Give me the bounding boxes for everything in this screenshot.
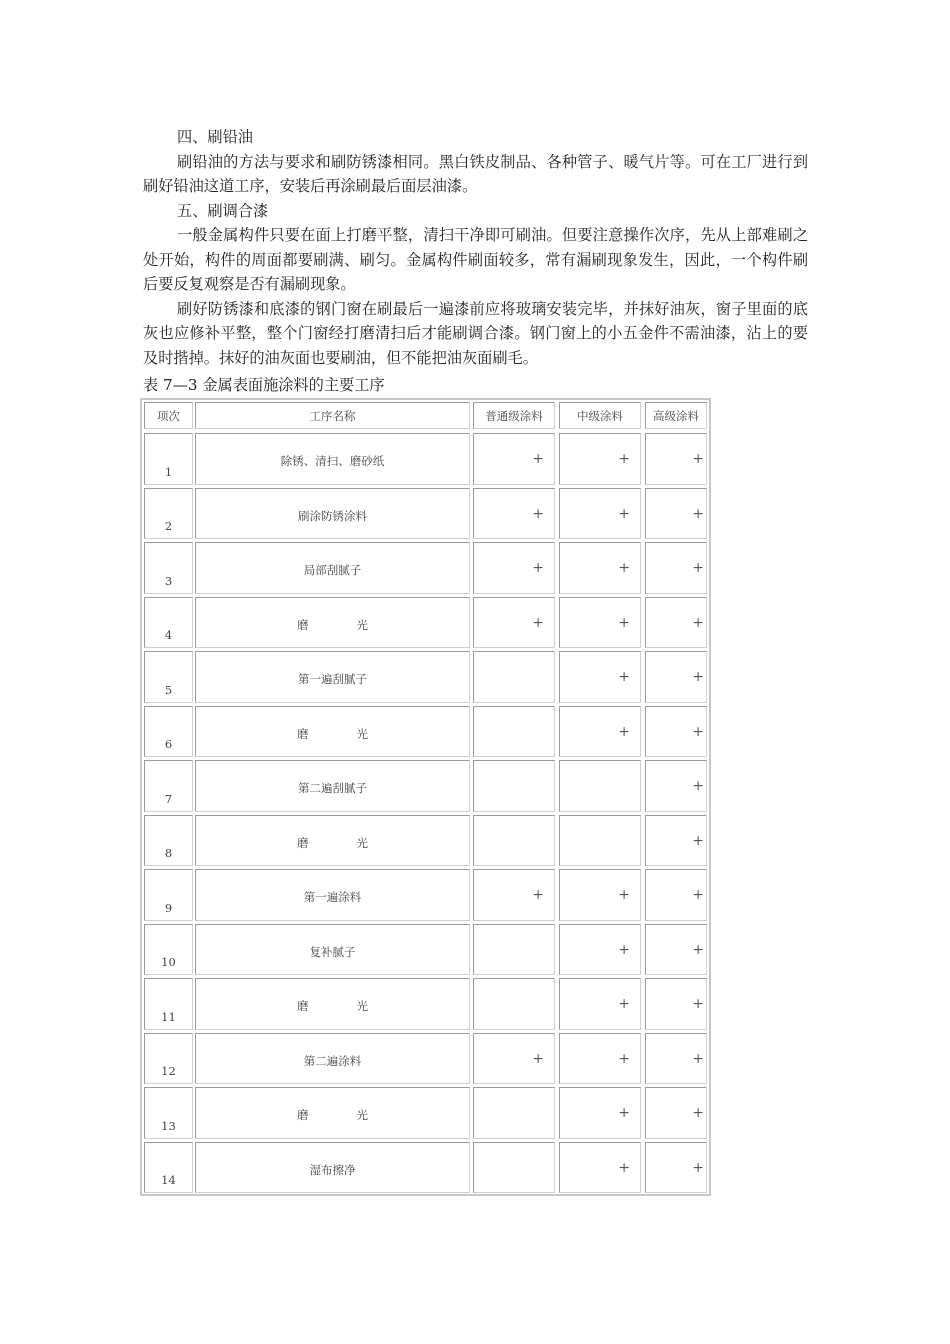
grade-mark bbox=[473, 706, 555, 758]
grade-mark: + bbox=[645, 869, 707, 921]
grade-mark: + bbox=[473, 488, 555, 540]
grade-mark: + bbox=[645, 1142, 707, 1194]
grade-mark bbox=[473, 815, 555, 867]
process-name: 磨 光 bbox=[195, 597, 470, 649]
paragraph-metal-components: 一般金属构件只要在面上打磨平整，清扫干净即可刷油。但要注意操作次序，先从上部难刷之处开始，构件的周面都要刷满、刷匀。金属构件刷面较多，常有漏刷现象发生，因此，一个构件刷后要反复观察是否有漏刷现象。 bbox=[143, 226, 808, 293]
grade-mark: + bbox=[559, 597, 641, 649]
grade-mark: + bbox=[473, 433, 555, 485]
header-standard-grade: 普通级涂料 bbox=[473, 402, 555, 429]
process-name: 第二遍刮腻子 bbox=[195, 760, 470, 812]
grade-mark: + bbox=[473, 542, 555, 594]
grade-mark: + bbox=[473, 869, 555, 921]
grade-mark bbox=[473, 1087, 555, 1139]
row-index: 1 bbox=[144, 433, 193, 485]
grade-mark: + bbox=[645, 924, 707, 976]
row-index: 11 bbox=[144, 978, 193, 1030]
grade-mark: + bbox=[473, 1033, 555, 1085]
row-index: 7 bbox=[144, 760, 193, 812]
grade-mark: + bbox=[559, 1142, 641, 1194]
row-index: 12 bbox=[144, 1033, 193, 1085]
grade-mark: + bbox=[645, 760, 707, 812]
grade-mark: + bbox=[645, 651, 707, 703]
grade-mark: + bbox=[559, 488, 641, 540]
header-process-name: 工序名称 bbox=[195, 402, 470, 429]
grade-mark bbox=[473, 1142, 555, 1194]
row-index: 5 bbox=[144, 651, 193, 703]
row-index: 2 bbox=[144, 488, 193, 540]
grade-mark: + bbox=[559, 433, 641, 485]
grade-mark: + bbox=[559, 924, 641, 976]
grade-mark bbox=[473, 978, 555, 1030]
heading-section-5: 五、刷调合漆 bbox=[177, 201, 269, 220]
grade-mark bbox=[473, 924, 555, 976]
table-caption: 表 7—3 金属表面施涂料的主要工序 bbox=[143, 376, 385, 394]
grade-mark: + bbox=[645, 488, 707, 540]
paragraph-lead-oil: 刷铅油的方法与要求和刷防锈漆相同。黑白铁皮制品、各种管子、暖气片等。可在工厂进行到刷好铅油这道工序，安装后再涂刷最后面层油漆。 bbox=[143, 152, 808, 195]
grade-mark: + bbox=[645, 1087, 707, 1139]
process-name: 第一遍涂料 bbox=[195, 869, 470, 921]
grade-mark: + bbox=[645, 815, 707, 867]
grade-mark bbox=[473, 651, 555, 703]
process-name: 复补腻子 bbox=[195, 924, 470, 976]
process-name: 磨 光 bbox=[195, 706, 470, 758]
grade-mark: + bbox=[645, 1033, 707, 1085]
grade-mark: + bbox=[559, 706, 641, 758]
grade-mark: + bbox=[645, 433, 707, 485]
heading-section-4: 四、刷铅油 bbox=[177, 128, 253, 146]
process-name: 磨 光 bbox=[195, 978, 470, 1030]
grade-mark: + bbox=[559, 1087, 641, 1139]
grade-mark bbox=[473, 760, 555, 812]
paragraph-steel-windows: 刷好防锈漆和底漆的钢门窗在刷最后一遍漆前应将玻璃安装完毕，并抹好油灰，窗子里面的底灰也应修补平整，整个门窗经打磨清扫后才能刷调合漆。钢门窗上的小五金件不需油漆，沾上的要及时揩掉。抹好的油灰面也要刷油，但不能把油灰面刷毛。 bbox=[143, 299, 808, 367]
process-name: 磨 光 bbox=[195, 815, 470, 867]
row-index: 13 bbox=[144, 1087, 193, 1139]
document-body bbox=[143, 125, 808, 370]
grade-mark: + bbox=[559, 542, 641, 594]
grade-mark: + bbox=[645, 978, 707, 1030]
row-index: 4 bbox=[144, 597, 193, 649]
header-index: 项次 bbox=[144, 402, 193, 429]
grade-mark bbox=[559, 815, 641, 867]
grade-mark bbox=[559, 760, 641, 812]
row-index: 14 bbox=[144, 1142, 193, 1194]
process-name: 局部刮腻子 bbox=[195, 542, 470, 594]
process-name: 磨 光 bbox=[195, 1087, 470, 1139]
process-name: 除锈、清扫、磨砂纸 bbox=[195, 433, 470, 485]
grade-mark: + bbox=[645, 597, 707, 649]
grade-mark: + bbox=[645, 706, 707, 758]
row-index: 6 bbox=[144, 706, 193, 758]
row-index: 3 bbox=[144, 542, 193, 594]
process-name: 湿布擦净 bbox=[195, 1142, 470, 1194]
process-name: 刷涂防锈涂料 bbox=[195, 488, 470, 540]
process-name: 第二遍涂料 bbox=[195, 1033, 470, 1085]
row-index: 8 bbox=[144, 815, 193, 867]
grade-mark: + bbox=[473, 597, 555, 649]
process-name: 第一遍刮腻子 bbox=[195, 651, 470, 703]
grade-mark: + bbox=[559, 869, 641, 921]
process-table bbox=[140, 398, 711, 1196]
row-index: 10 bbox=[144, 924, 193, 976]
grade-mark: + bbox=[559, 651, 641, 703]
grade-mark: + bbox=[559, 978, 641, 1030]
header-medium-grade: 中级涂料 bbox=[559, 402, 641, 429]
grade-mark: + bbox=[645, 542, 707, 594]
row-index: 9 bbox=[144, 869, 193, 921]
header-high-grade: 高级涂料 bbox=[645, 402, 707, 429]
grade-mark: + bbox=[559, 1033, 641, 1085]
